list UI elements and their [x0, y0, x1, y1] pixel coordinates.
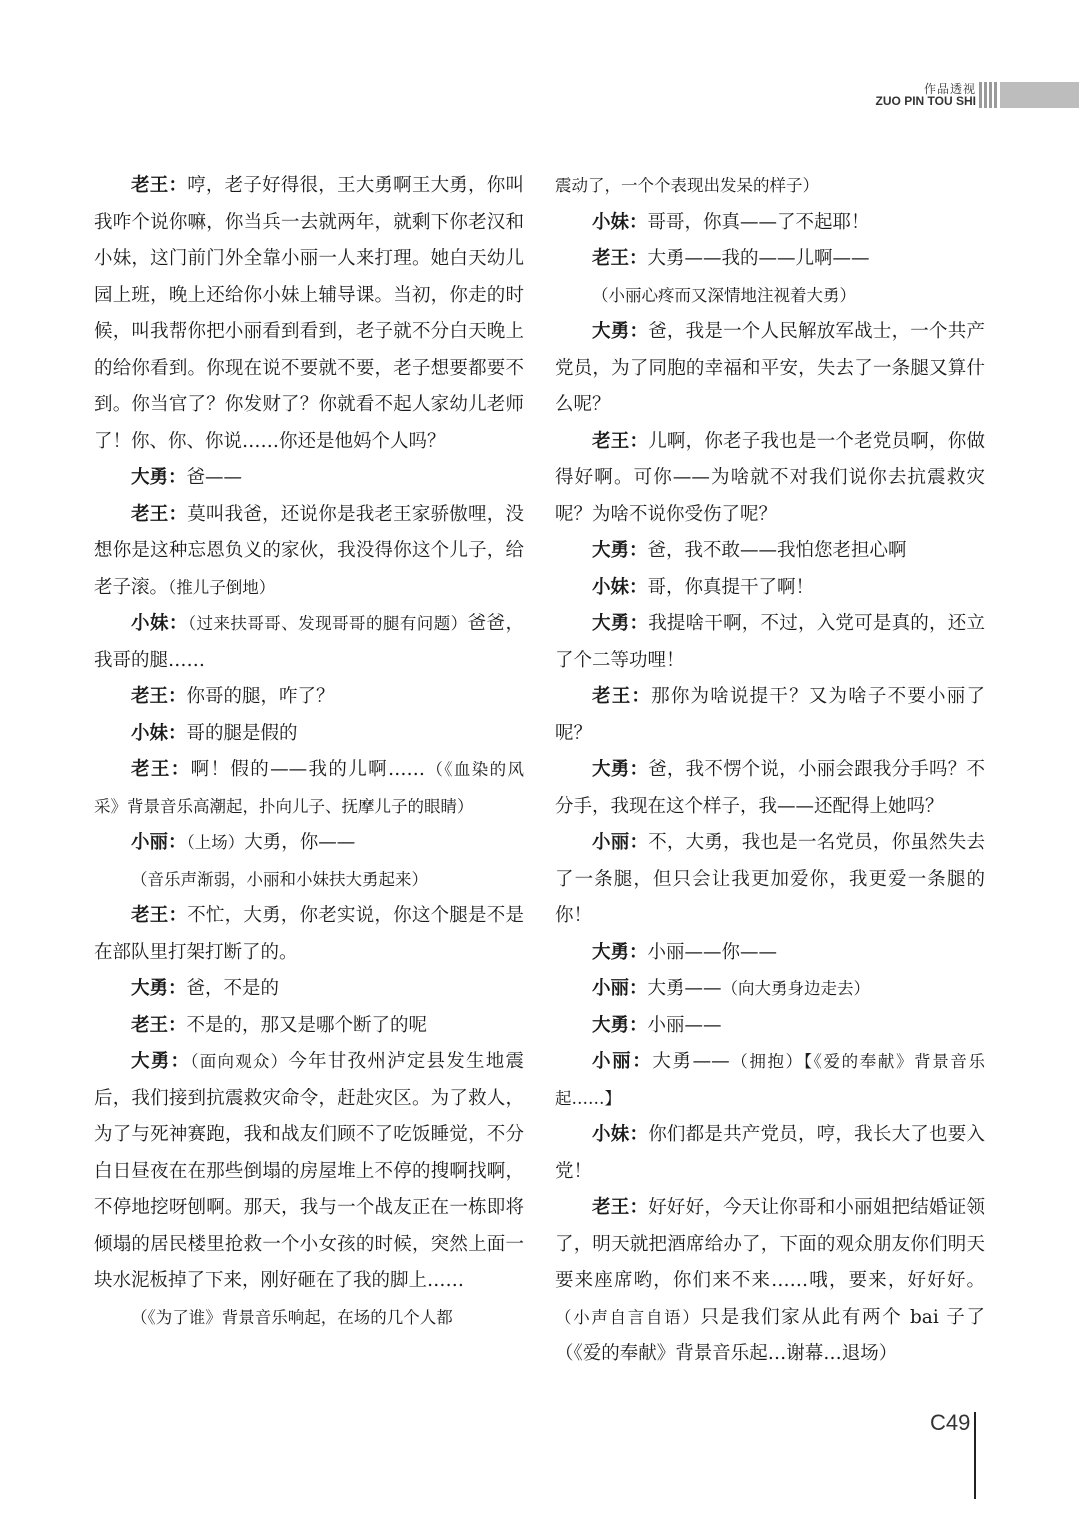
dialogue-text: 爸，我不敢——我怕您老担心啊 — [647, 540, 907, 561]
dialogue-paragraph — [94, 752, 524, 825]
stage-direction: （拥抱）【《爱的奉献》背景音乐起……】 — [555, 1052, 985, 1108]
dialogue-text: 哥哥，你真——了不起耶！ — [647, 211, 870, 233]
speaker-colon: ： — [168, 905, 188, 926]
speaker-colon: ： — [629, 248, 648, 269]
dialogue-text: 哼，老子好得很，王大勇啊王大勇，你叫我咋个说你嘛，你当兵一去就两年，就剩下你老汉和小妹，这门前门外全靠小丽一人来打理。她白天幼儿园上班，晚上还给你小妹上辅导课。当初，你走的时候，叫我帮你把小丽看到看到，老子就不分白天晚上的给你看到。你现在说不要就不要，老子想要都要不到。你当官了？你发财了？你就看不起人家幼儿老师了！你、你、你说……你还是他妈个人吗？ — [94, 175, 524, 452]
speaker-name: 老王 — [131, 759, 171, 780]
dialogue-text: 小丽—— — [647, 1014, 722, 1036]
speaker-colon: ： — [168, 175, 188, 196]
section-title-en: ZUO PIN TOU SHI — [875, 94, 976, 108]
dialogue-text: 我提啥干啊，不过，入党可是真的，还立了个二等功哩！ — [555, 613, 985, 671]
speaker-name: 小妹 — [592, 576, 630, 598]
dialogue-paragraph — [94, 862, 524, 899]
speaker-name: 大勇 — [131, 467, 169, 488]
speaker-colon: ： — [629, 759, 649, 780]
speaker-colon: ： — [629, 1197, 649, 1218]
dialogue-text-continued: 大勇，你—— — [244, 832, 356, 853]
dialogue-text: 啊！假的——我的儿啊…… — [190, 759, 425, 780]
speaker-colon: ： — [168, 832, 187, 853]
speaker-colon: ： — [168, 978, 187, 999]
dialogue-paragraph — [555, 606, 985, 679]
dialogue-text: 大勇—— — [652, 1051, 730, 1072]
speaker-colon: ： — [168, 467, 187, 488]
dialogue-paragraph — [94, 971, 524, 1008]
dialogue-text-continued: 只是我们家从此有两个 bai 子了（《爱的奉献》背景音乐起…谢幕…退场） — [555, 1306, 985, 1364]
speaker-name: 小丽 — [592, 832, 630, 853]
dialogue-paragraph — [555, 935, 985, 972]
speaker-name: 小丽 — [592, 978, 630, 999]
dialogue-text: 哥的腿是假的 — [186, 722, 298, 744]
stage-direction: （《血染的风采》背景音乐高潮起，扑向儿子、抚摩儿子的眼睛） — [94, 760, 524, 816]
speaker-name: 大勇 — [592, 613, 630, 634]
speaker-name: 大勇 — [592, 540, 630, 561]
dialogue-text: 爸—— — [186, 467, 243, 488]
speaker-name: 老王 — [592, 248, 630, 269]
stage-direction: （小声自言自语） — [555, 1307, 701, 1327]
stage-direction: 震动了，一个个表现出发呆的样子） — [555, 176, 819, 195]
dialogue-text: 不是的，那又是哪个断了的呢 — [186, 1014, 428, 1036]
speaker-name: 小妹 — [131, 613, 169, 634]
speaker-colon: ： — [629, 576, 648, 598]
speaker-colon: ： — [629, 941, 648, 963]
speaker-name: 老王 — [592, 686, 632, 707]
dialogue-paragraph — [555, 825, 985, 935]
speaker-colon: ： — [629, 430, 649, 452]
speaker-name: 大勇 — [131, 1051, 171, 1072]
stage-direction: （上场） — [186, 833, 245, 852]
stage-direction: （过来扶哥哥、发现哥哥的腿有问题） — [187, 614, 468, 633]
speaker-name: 大勇 — [592, 321, 630, 342]
dialogue-paragraph — [94, 898, 524, 971]
dialogue-paragraph — [94, 168, 524, 460]
dialogue-text-continued: 今年甘孜州泸定县发生地震后，我们接到抗震救灾命令，赶赴灾区。为了救人，为了与死神赛跑，我和战友们顾不了吃饭睡觉，不分白日昼夜在在那些倒塌的房屋堆上不停的搜啊找啊，不停地挖呀刨啊。那天，我与一个战友正在一栋即将倾塌的居民楼里抢救一个小女孩的时候，突然上面一块水泥板掉了下来，刚好砸在了我的脚上…… — [94, 1051, 524, 1291]
stage-direction: （小丽心疼而又深情地注视着大勇） — [592, 285, 856, 305]
dialogue-paragraph — [555, 1190, 985, 1373]
stage-direction: （音乐声渐弱，小丽和小妹扶大勇起来） — [131, 869, 428, 889]
dialogue-paragraph — [555, 971, 985, 1008]
dialogue-text: 不，大勇，我也是一名党员，你虽然失去了一条腿，但只会让我更加爱你，我更爱一条腿的你！ — [555, 832, 985, 926]
speaker-name: 大勇 — [592, 759, 630, 780]
dialogue-paragraph — [555, 679, 985, 752]
speaker-colon: ： — [629, 211, 648, 233]
speaker-name: 小丽 — [131, 832, 169, 853]
speaker-name: 老王 — [131, 175, 169, 196]
dialogue-paragraph — [94, 679, 524, 716]
dialogue-text: 小丽——你—— — [647, 941, 778, 963]
speaker-colon: ： — [629, 1124, 649, 1145]
stage-direction: （推儿子倒地） — [168, 577, 276, 597]
header-gray-block — [1000, 82, 1079, 108]
dialogue-paragraph — [555, 1117, 985, 1190]
dialogue-paragraph — [555, 278, 985, 315]
dialogue-paragraph — [94, 1300, 524, 1337]
speaker-colon: ： — [632, 1051, 653, 1072]
dialogue-text: 儿啊，你老子我也是一个老党员啊，你做得好啊。可你——为啥就不对我们说你去抗震救灾呢？为啥不说你受伤了呢？ — [555, 430, 985, 525]
dialogue-text: 哥，你真提干了啊！ — [647, 576, 815, 598]
left-column — [94, 168, 524, 1336]
speaker-colon: ： — [168, 1014, 187, 1036]
speaker-name: 小丽 — [592, 1051, 633, 1072]
dialogue-paragraph — [555, 241, 985, 278]
dialogue-text: 不忙，大勇，你老实说，你这个腿是不是在部队里打架打断了的。 — [94, 905, 524, 963]
speaker-name: 小妹 — [131, 722, 169, 744]
speaker-name: 老王 — [592, 1197, 630, 1218]
speaker-name: 小妹 — [592, 1124, 630, 1145]
dialogue-paragraph — [555, 168, 985, 205]
speaker-colon: ： — [629, 978, 648, 999]
speaker-name: 大勇 — [592, 941, 630, 963]
speaker-colon: ： — [629, 321, 649, 342]
dialogue-paragraph — [555, 424, 985, 534]
stage-direction: （面向观众） — [190, 1052, 289, 1071]
speaker-colon: ： — [168, 686, 187, 707]
stage-direction: （向大勇身边走去） — [721, 979, 871, 998]
speaker-name: 老王 — [131, 686, 169, 707]
dialogue-paragraph — [555, 314, 985, 424]
dialogue-paragraph — [94, 460, 524, 497]
dialogue-paragraph — [94, 825, 524, 862]
dialogue-text: 好好好，今天让你哥和小丽姐把结婚证领了，明天就把酒席给办了，下面的观众朋友你们明天要来座席哟，你们来不来……哦，要来，好好好。 — [555, 1197, 985, 1291]
dialogue-paragraph — [555, 1044, 985, 1117]
section-title-cn: 作品透视 — [923, 82, 976, 96]
speaker-colon: ： — [170, 759, 191, 780]
dialogue-text: 那你为啥说提干？又为啥子不要小丽了呢？ — [555, 686, 985, 744]
dialogue-paragraph — [555, 533, 985, 570]
right-column — [555, 168, 985, 1373]
page-number: C49 — [930, 1410, 971, 1435]
speaker-name: 老王 — [131, 1014, 169, 1036]
dialogue-paragraph — [94, 497, 524, 607]
dialogue-text: 爸，我不愣个说，小丽会跟我分手吗？不分手，我现在这个样子，我——还配得上她吗？ — [555, 759, 985, 817]
dialogue-text: 爸，我是一个人民解放军战士，一个共产党员，为了同胞的幸福和平安，失去了一条腿又算什么呢？ — [555, 321, 985, 415]
dialogue-paragraph — [94, 1044, 524, 1300]
dialogue-text: 你哥的腿，咋了？ — [186, 686, 335, 707]
dialogue-paragraph — [94, 606, 524, 679]
dialogue-text: 你们都是共产党员，哼，我长大了也要入党！ — [555, 1124, 985, 1182]
stage-direction: （《为了谁》背景音乐响起，在场的几个人都 — [131, 1307, 453, 1327]
speaker-name: 大勇 — [592, 1014, 630, 1036]
speaker-colon: ： — [170, 1051, 191, 1072]
header-stripes — [979, 82, 997, 108]
speaker-name: 大勇 — [131, 978, 169, 999]
dialogue-paragraph — [94, 716, 524, 753]
dialogue-paragraph — [555, 570, 985, 607]
speaker-name: 小妹 — [592, 211, 630, 233]
speaker-colon: ： — [629, 832, 649, 853]
speaker-name: 老王 — [592, 430, 630, 452]
speaker-name: 老王 — [131, 905, 169, 926]
dialogue-text: 爸，不是的 — [186, 978, 280, 999]
speaker-colon: ： — [629, 540, 648, 561]
dialogue-text: 大勇——我的——儿啊—— — [647, 248, 870, 269]
speaker-colon: ： — [631, 686, 652, 707]
speaker-colon: ： — [168, 613, 188, 634]
dialogue-text-continued: 爸爸，我哥的腿…… — [94, 613, 524, 671]
dialogue-text: 大勇—— — [647, 978, 722, 999]
dialogue-paragraph — [555, 752, 985, 825]
speaker-name: 老王 — [131, 503, 169, 525]
dialogue-paragraph — [555, 1008, 985, 1045]
dialogue-text: 莫叫我爸，还说你是我老王家骄傲哩，没想你是这种忘恩负义的家伙，我没得你这个儿子，给老子滚。 — [94, 503, 524, 598]
page-number-rule — [974, 1412, 976, 1499]
dialogue-paragraph — [94, 1008, 524, 1045]
speaker-colon: ： — [629, 1014, 648, 1036]
speaker-colon: ： — [629, 613, 649, 634]
speaker-colon: ： — [168, 722, 187, 744]
speaker-colon: ： — [168, 503, 188, 525]
dialogue-paragraph — [555, 205, 985, 242]
